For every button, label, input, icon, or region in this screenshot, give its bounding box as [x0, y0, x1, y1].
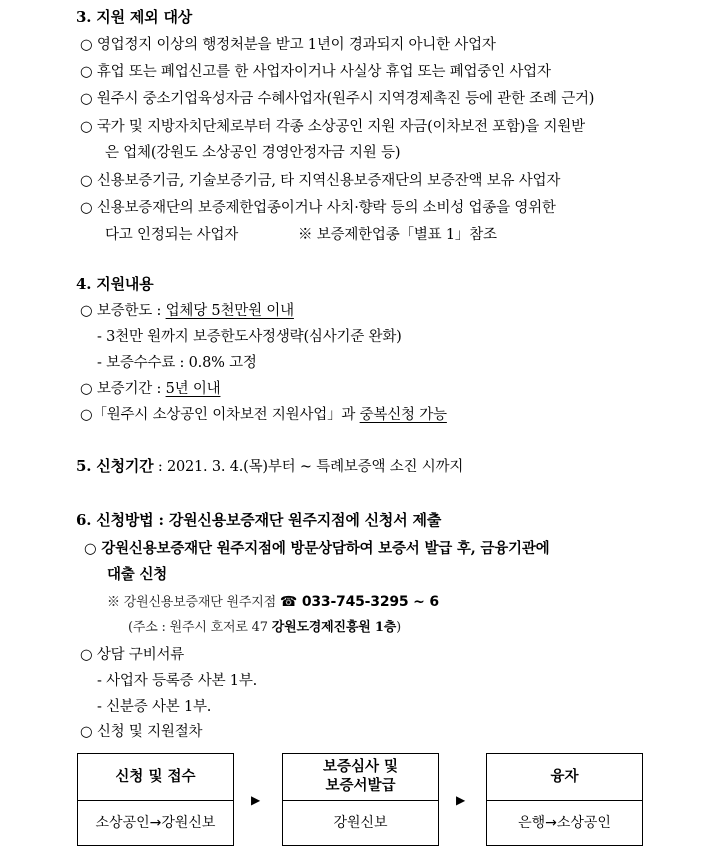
branch-address	[128, 618, 401, 638]
flow-step-apply-header: 신청 및 접수	[78, 754, 233, 801]
section-3-title: 3. 지원 제외 대상	[76, 8, 193, 26]
method-line-2: 대출 신청	[107, 566, 168, 583]
application-period: : 2021. 3. 4.(목)부터 ~ 특례보증액 소진 시까지	[153, 459, 464, 475]
required-doc-1: - 사업자 등록증 사본 1부.	[97, 673, 258, 689]
flow-step-loan-header: 융자	[487, 754, 642, 801]
address-prefix: (주소 : 원주시 호저로 47	[128, 620, 272, 635]
section-5-title: 5. 신청기간	[76, 457, 154, 475]
flow-step-review	[282, 753, 439, 846]
exclusion-item-2: ○ 휴업 또는 폐업신고를 한 사업자이거나 사실상 휴업 또는 폐업중인 사업자	[80, 64, 551, 80]
exclusion-item-6: ○ 신용보증재단의 보증제한업종이거나 사치·향락 등의 소비성 업종을 영위한	[80, 200, 556, 216]
guarantee-limit-label: ○ 보증한도 :	[80, 303, 166, 319]
flow-step-apply-body: 소상공인→강원신보	[95, 815, 216, 831]
section-4-title: 4. 지원내용	[76, 275, 154, 293]
guarantee-limit-value: 업체당 5천만원 이내	[165, 303, 294, 319]
exclusion-item-5: ○ 신용보증기금, 기술보증기금, 타 지역신용보증재단의 보증잔액 보유 사업자	[80, 173, 561, 189]
procedure-title: ○ 신청 및 지원절차	[80, 724, 203, 740]
duplicate-application	[80, 405, 447, 425]
section-5	[76, 456, 463, 477]
exclusion-item-4-cont: 은 업체(강원도 소상공인 경영안정자금 지원 등)	[105, 145, 401, 161]
exclusion-item-4: ○ 국가 및 지방자치단체로부터 각종 소상공인 지원 자금(이차보전 포함)을 지원받	[80, 119, 585, 135]
branch-contact	[107, 592, 439, 613]
restricted-industry-note: ※ 보증제한업종「별표 1」참조	[298, 227, 497, 243]
required-doc-2: - 신분증 사본 1부.	[97, 699, 212, 715]
required-docs-title: ○ 상담 구비서류	[80, 647, 185, 663]
guarantee-period	[80, 379, 220, 399]
flow-step-review-header: 보증심사 및 보증서발급	[283, 754, 438, 801]
guarantee-limit	[80, 301, 294, 321]
address-building: 강원도경제진흥원 1층	[271, 620, 397, 635]
section-6-title: 6. 신청방법 : 강원신용보증재단 원주지점에 신청서 제출	[76, 511, 442, 529]
flow-arrow-right-icon: ▶	[251, 793, 261, 807]
flow-step-review-body: 강원신보	[333, 815, 388, 831]
exclusion-item-1: ○ 영업정지 이상의 행정처분을 받고 1년이 경과되지 아니한 사업자	[80, 37, 496, 53]
method-line-1: ○ 강원신용보증재단 원주지점에 방문상담하여 보증서 발급 후, 금융기관에	[84, 540, 550, 557]
duplicate-application-value: 중복신청 가능	[359, 407, 447, 423]
branch-phone: ☎ 033-745-3295 ~ 6	[279, 594, 439, 610]
address-suffix: )	[396, 620, 402, 635]
flow-step-loan	[486, 753, 643, 846]
guarantee-limit-sub-1: - 3천만 원까지 보증한도사정생략(심사기준 완화)	[97, 329, 402, 345]
flow-arrow-right-icon: ▶	[456, 793, 466, 807]
guarantee-period-label: ○ 보증기간 :	[80, 381, 166, 397]
exclusion-item-6-cont: 다고 인정되는 사업자	[105, 227, 239, 243]
exclusion-item-3: ○ 원주시 중소기업육성자금 수혜사업자(원주시 지역경제촉진 등에 관한 조례 근거)	[80, 91, 595, 107]
flow-step-loan-body: 은행→소상공인	[518, 815, 611, 831]
guarantee-period-value: 5년 이내	[165, 381, 221, 397]
branch-note: ※ 강원신용보증재단 원주지점	[107, 595, 280, 610]
flow-step-apply	[77, 753, 234, 846]
duplicate-application-prefix: ○「원주시 소상공인 이차보전 지원사업」과	[80, 407, 360, 423]
guarantee-limit-sub-2: - 보증수수료 : 0.8% 고정	[97, 355, 257, 371]
